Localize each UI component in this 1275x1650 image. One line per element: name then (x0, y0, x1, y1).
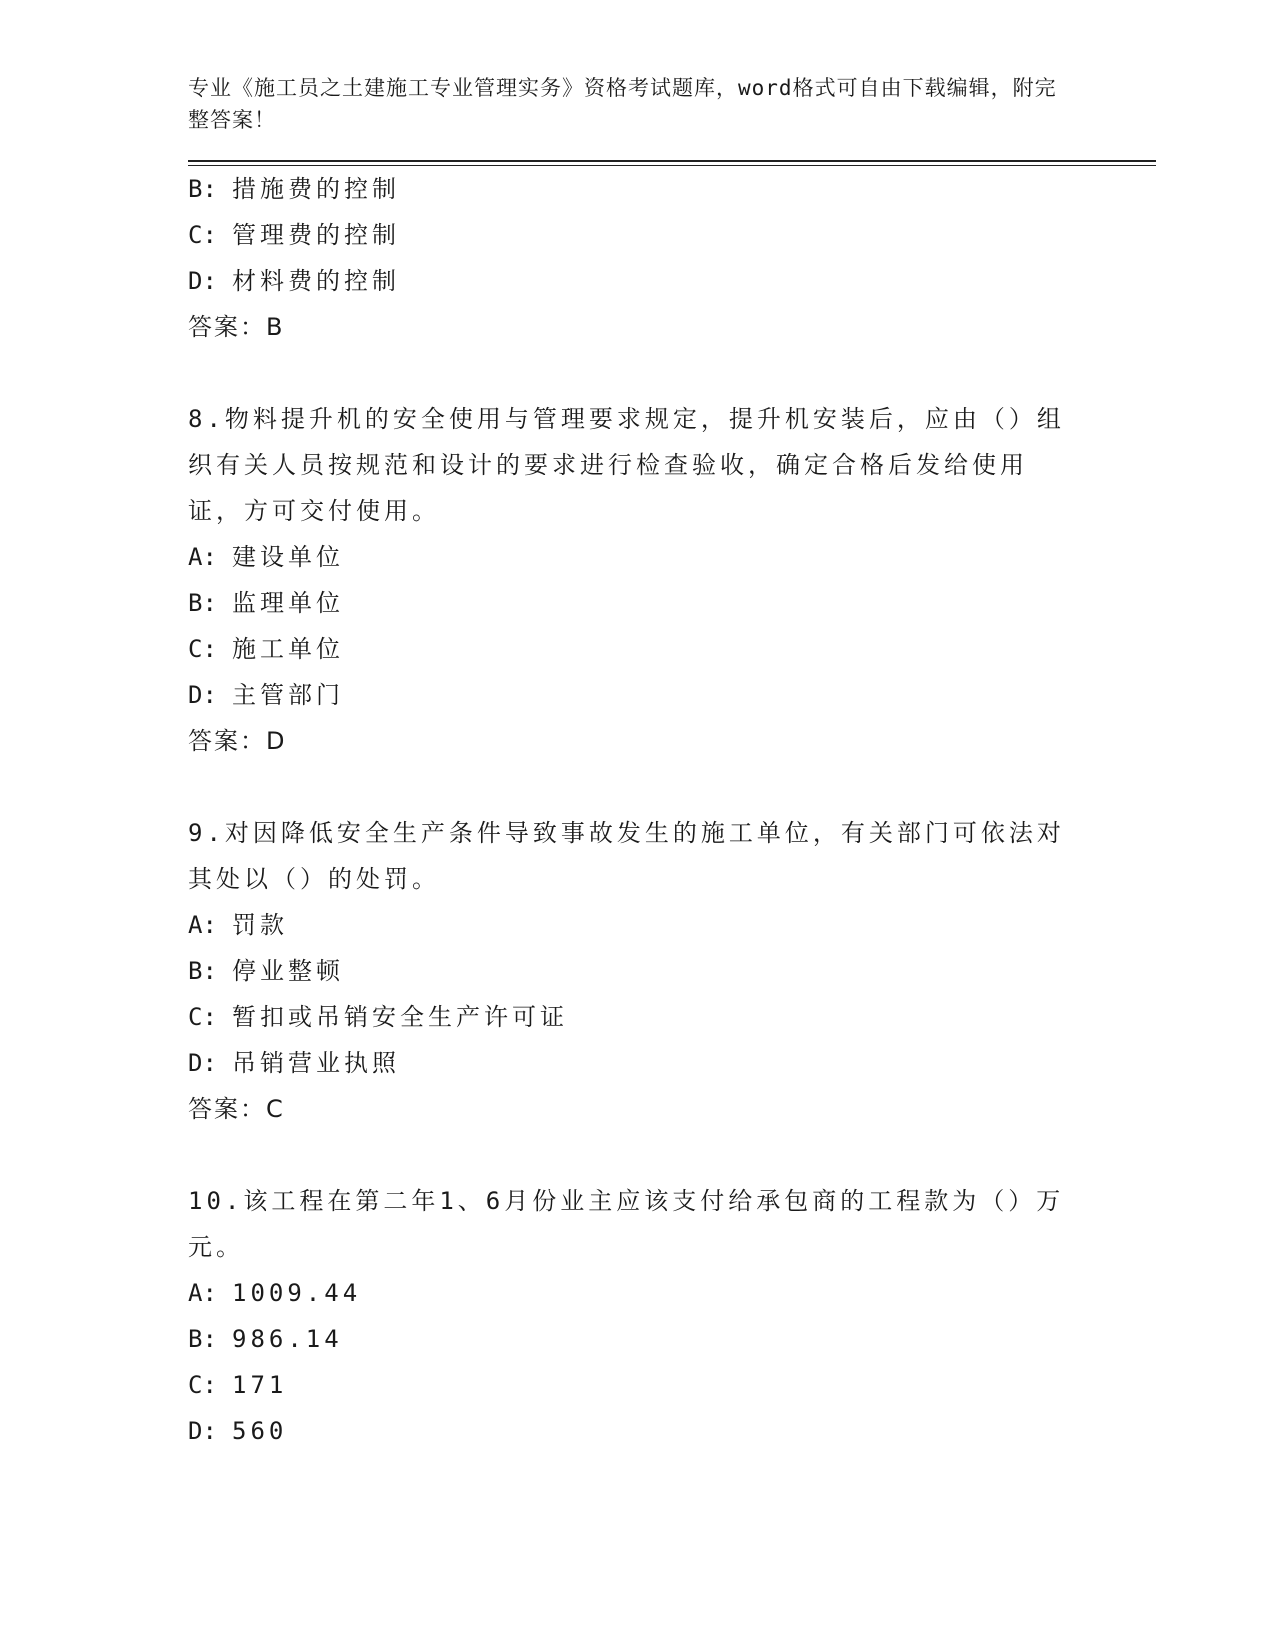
question-8 (188, 396, 1158, 764)
spacer (188, 1132, 1158, 1178)
option-a (188, 902, 1158, 948)
question-text: 10.该工程在第二年1、6月份业主应该支付给承包商的工程款为（）万元。 (188, 1187, 1065, 1261)
answer-line: 答案：C (188, 1095, 285, 1123)
option-prefix: C: (188, 635, 217, 663)
option-prefix: D: (188, 1417, 217, 1445)
option-prefix: B: (188, 1325, 217, 1353)
option-text: 材料费的控制 (232, 267, 400, 295)
spacer (188, 764, 1158, 810)
option-prefix: D: (188, 1049, 217, 1077)
option-text: 措施费的控制 (232, 175, 400, 203)
question-text: 8.物料提升机的安全使用与管理要求规定，提升机安装后，应由（）组织有关人员按规范和设计的要求进行检查验收，确定合格后发给使用证，方可交付使用。 (188, 405, 1065, 525)
option-prefix: A: (188, 1279, 217, 1307)
option-text: 560 (232, 1417, 288, 1445)
option-c (188, 994, 1158, 1040)
option-prefix: C: (188, 221, 217, 249)
option-d (188, 672, 1158, 718)
option-prefix: A: (188, 543, 217, 571)
option-d (188, 1408, 1158, 1454)
option-prefix: A: (188, 911, 217, 939)
option-a (188, 1270, 1158, 1316)
option-prefix: B: (188, 957, 217, 985)
option-text: 建设单位 (232, 543, 344, 571)
option-text: 罚款 (232, 911, 288, 939)
option-prefix: B: (188, 589, 217, 617)
option-a (188, 534, 1158, 580)
answer-line: 答案：D (188, 727, 287, 755)
spacer (188, 350, 1158, 396)
document-header: 专业《施工员之土建施工专业管理实务》资格考试题库，word格式可自由下载编辑，附完整答案！ (188, 76, 1057, 132)
option-prefix: C: (188, 1371, 217, 1399)
option-text: 停业整顿 (232, 957, 344, 985)
option-text: 986.14 (232, 1325, 343, 1353)
option-c (188, 212, 1158, 258)
option-text: 施工单位 (232, 635, 344, 663)
option-b (188, 1316, 1158, 1362)
option-text: 暂扣或吊销安全生产许可证 (232, 1003, 568, 1031)
option-text: 主管部门 (232, 681, 344, 709)
option-d (188, 1040, 1158, 1086)
option-text: 1009.44 (232, 1279, 362, 1307)
option-b (188, 580, 1158, 626)
question-9 (188, 810, 1158, 1132)
option-text: 171 (232, 1371, 288, 1399)
option-prefix: B: (188, 175, 217, 203)
option-c (188, 626, 1158, 672)
document-page (188, 72, 1158, 1454)
option-prefix: D: (188, 267, 217, 295)
option-text: 吊销营业执照 (232, 1049, 400, 1077)
option-b (188, 166, 1158, 212)
option-prefix: C: (188, 1003, 217, 1031)
option-text: 管理费的控制 (232, 221, 400, 249)
question-10 (188, 1178, 1158, 1454)
continued-question (188, 166, 1158, 350)
option-text: 监理单位 (232, 589, 344, 617)
option-b (188, 948, 1158, 994)
option-prefix: D: (188, 681, 217, 709)
option-d (188, 258, 1158, 304)
question-text: 9.对因降低安全生产条件导致事故发生的施工单位，有关部门可依法对其处以（）的处罚。 (188, 819, 1065, 893)
option-c (188, 1362, 1158, 1408)
answer-line: 答案：B (188, 313, 285, 341)
